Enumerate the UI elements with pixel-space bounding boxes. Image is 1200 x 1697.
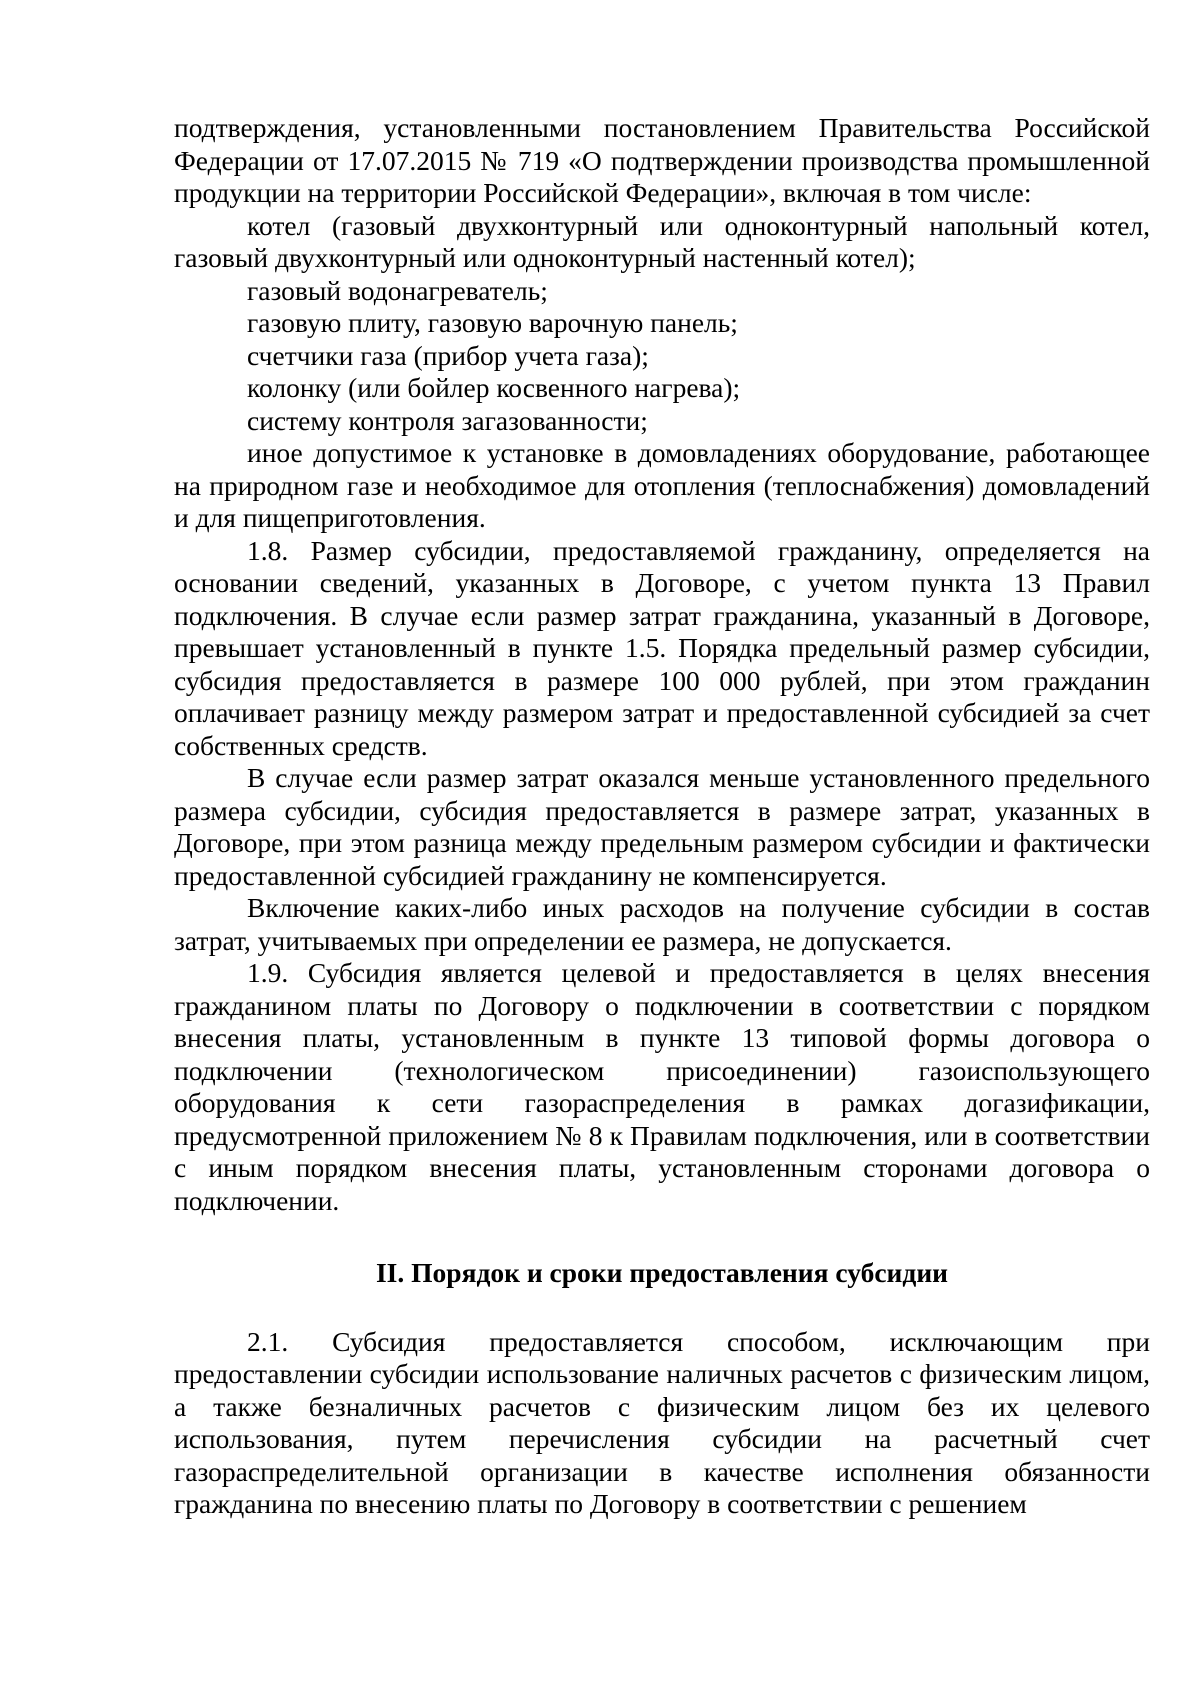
list-item-gas-meter: счетчики газа (прибор учета газа); <box>247 339 649 371</box>
paragraph-2-1: 2.1. Субсидия предоставляется способом, исключающим при предоставлении субсидии использование наличных расчетов с физическим лицом, а также безналичных расчетов с физическим лицом без их целевого использования, путем перечисления субсидии на расчетный счет газораспределительной организации в качестве исполнения обязанности гражданина по внесению платы по Договору в соответствии с решением <box>174 1325 1150 1519</box>
list-item-water-heater: газовый водонагреватель; <box>247 274 548 306</box>
section-heading: II. Порядок и сроки предоставления субсидии <box>375 1257 949 1288</box>
paragraph: подтверждения, установленными постановлением Правительства Российской Федерации от 17.07.2015 № 719 «О подтверждении производства промышленной продукции на территории Российской Федерации», включая в том числе: <box>174 112 1150 208</box>
paragraph-1-9: 1.9. Субсидия является целевой и предоставляется в целях внесения гражданином платы по Договору о подключении в соответствии с порядком внесения платы, установленным в пункте 13 типовой формы договора о подключении (технологическом присоединении) газоиспользующего оборудования к сети газораспределения в рамках догазификации, предусмотренной приложением № 8 к Правилам подключения, или в соответствии с иным порядком внесения платы, установленным сторонами договора о подключении. <box>174 957 1150 1216</box>
list-item-column: колонку (или бойлер косвенного нагрева); <box>247 372 741 403</box>
paragraph-1-8: 1.8. Размер субсидии, предоставляемой гражданину, определяется на основании сведений, указанных в Договоре, с учетом пункта 13 Правил подключения. В случае если размер затрат гражданина, указанный в Договоре, превышает установленный в пункте 1.5. Порядка предельный размер субсидии, субсидия предоставляется в размере 100 000 рублей, при этом гражданин оплачивает разницу между размером затрат и предоставленной субсидией за счет собственных средств. <box>174 534 1150 761</box>
list-item-gas-stove: газовую плиту, газовую варочную панель; <box>247 307 738 338</box>
paragraph-costs-less: В случае если размер затрат оказался меньше установленного предельного размера субсидии, субсидия предоставляется в размере затрат, указанных в Договоре, при этом разница между предельным размером субсидии и фактически предоставленной субсидией гражданину не компенсируется. <box>174 762 1150 891</box>
document-page <box>174 112 1150 1521</box>
list-item-other-equipment: иное допустимое к установке в домовладениях оборудование, работающее на природном газе и необходимое для отопления (теплоснабжения) домовладений и для пищеприготовления. <box>174 437 1150 533</box>
list-item-boiler: котел (газовый двухконтурный или одноконтурный напольный котел, газовый двухконтурный или одноконтурный настенный котел); <box>174 209 1150 273</box>
list-item-gas-control: систему контроля загазованности; <box>247 404 648 436</box>
paragraph-other-expenses: Включение каких-либо иных расходов на получение субсидии в состав затрат, учитываемых при определении ее размера, не допускается. <box>174 892 1150 956</box>
